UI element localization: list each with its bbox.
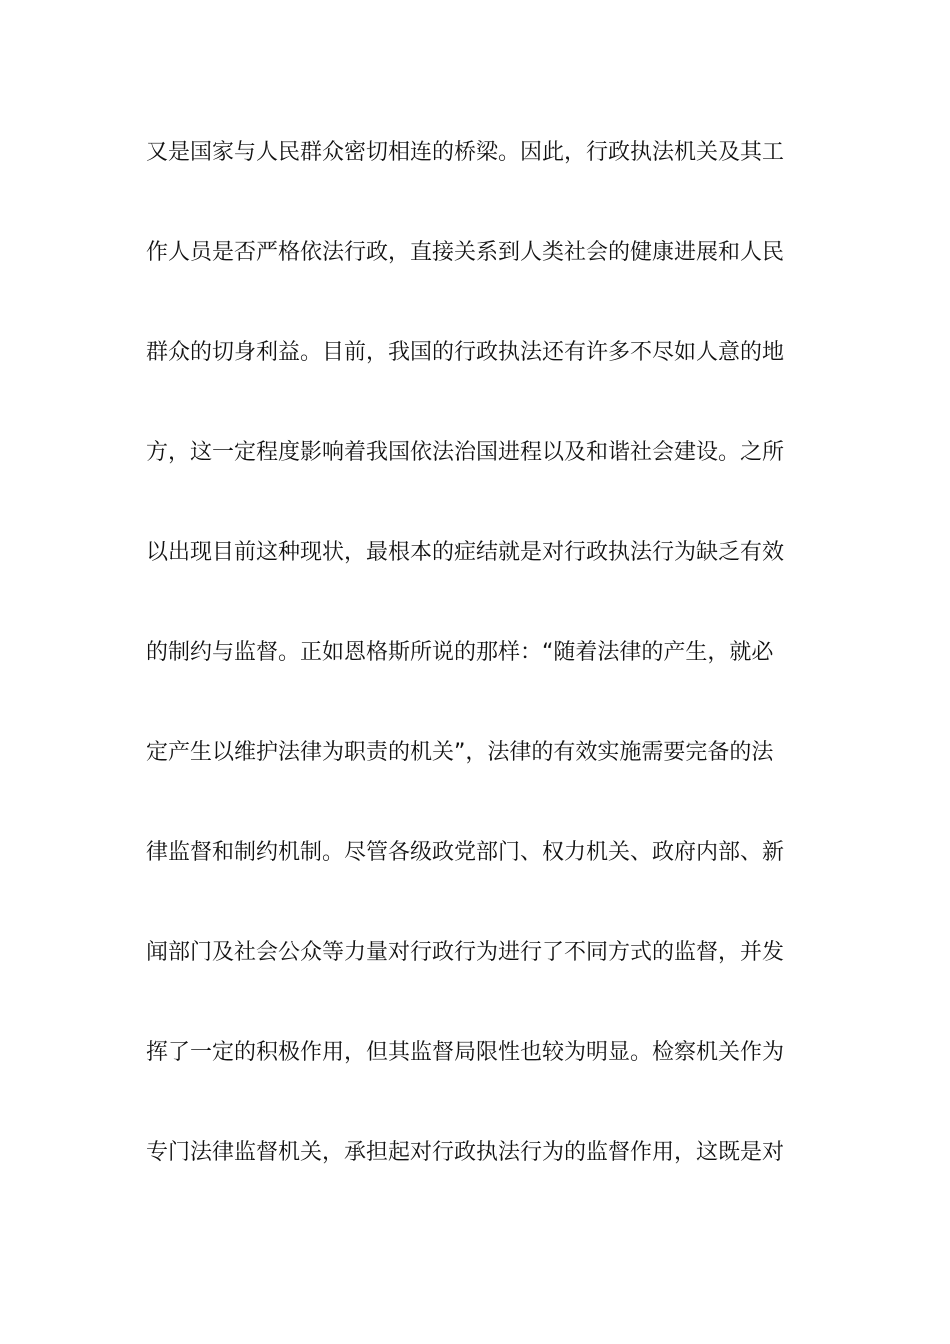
text-line-11: 专门法律监督机关，承担起对行政执法行为的监督作用，这既是对 [146,1140,785,1165]
text-line-8: 律监督和制约机制。尽管各级政党部门、权力机关、政府内部、新 [146,840,785,865]
body-text [146,128,806,1228]
text-line-1: 又是国家与人民群众密切相连的桥梁。因此，行政执法机关及其工 [146,140,785,165]
text-line-5: 以出现目前这种现状，最根本的症结就是对行政执法行为缺乏有效 [146,540,785,565]
text-line-9: 闻部门及社会公众等力量对行政行为进行了不同方式的监督，并发 [146,940,785,965]
text-line-7: 定产生以维护法律为职责的机关”，法律的有效实施需要完备的法 [146,740,774,765]
text-line-6: 的制约与监督。正如恩格斯所说的那样：“随着法律的产生，就必 [146,640,774,665]
text-line-10: 挥了一定的积极作用，但其监督局限性也较为明显。检察机关作为 [146,1040,785,1065]
text-line-4: 方，这一定程度影响着我国依法治国进程以及和谐社会建设。之所 [146,440,785,465]
text-line-3: 群众的切身利益。目前，我国的行政执法还有许多不尽如人意的地 [146,340,785,365]
text-line-2: 作人员是否严格依法行政，直接关系到人类社会的健康进展和人民 [146,240,785,265]
